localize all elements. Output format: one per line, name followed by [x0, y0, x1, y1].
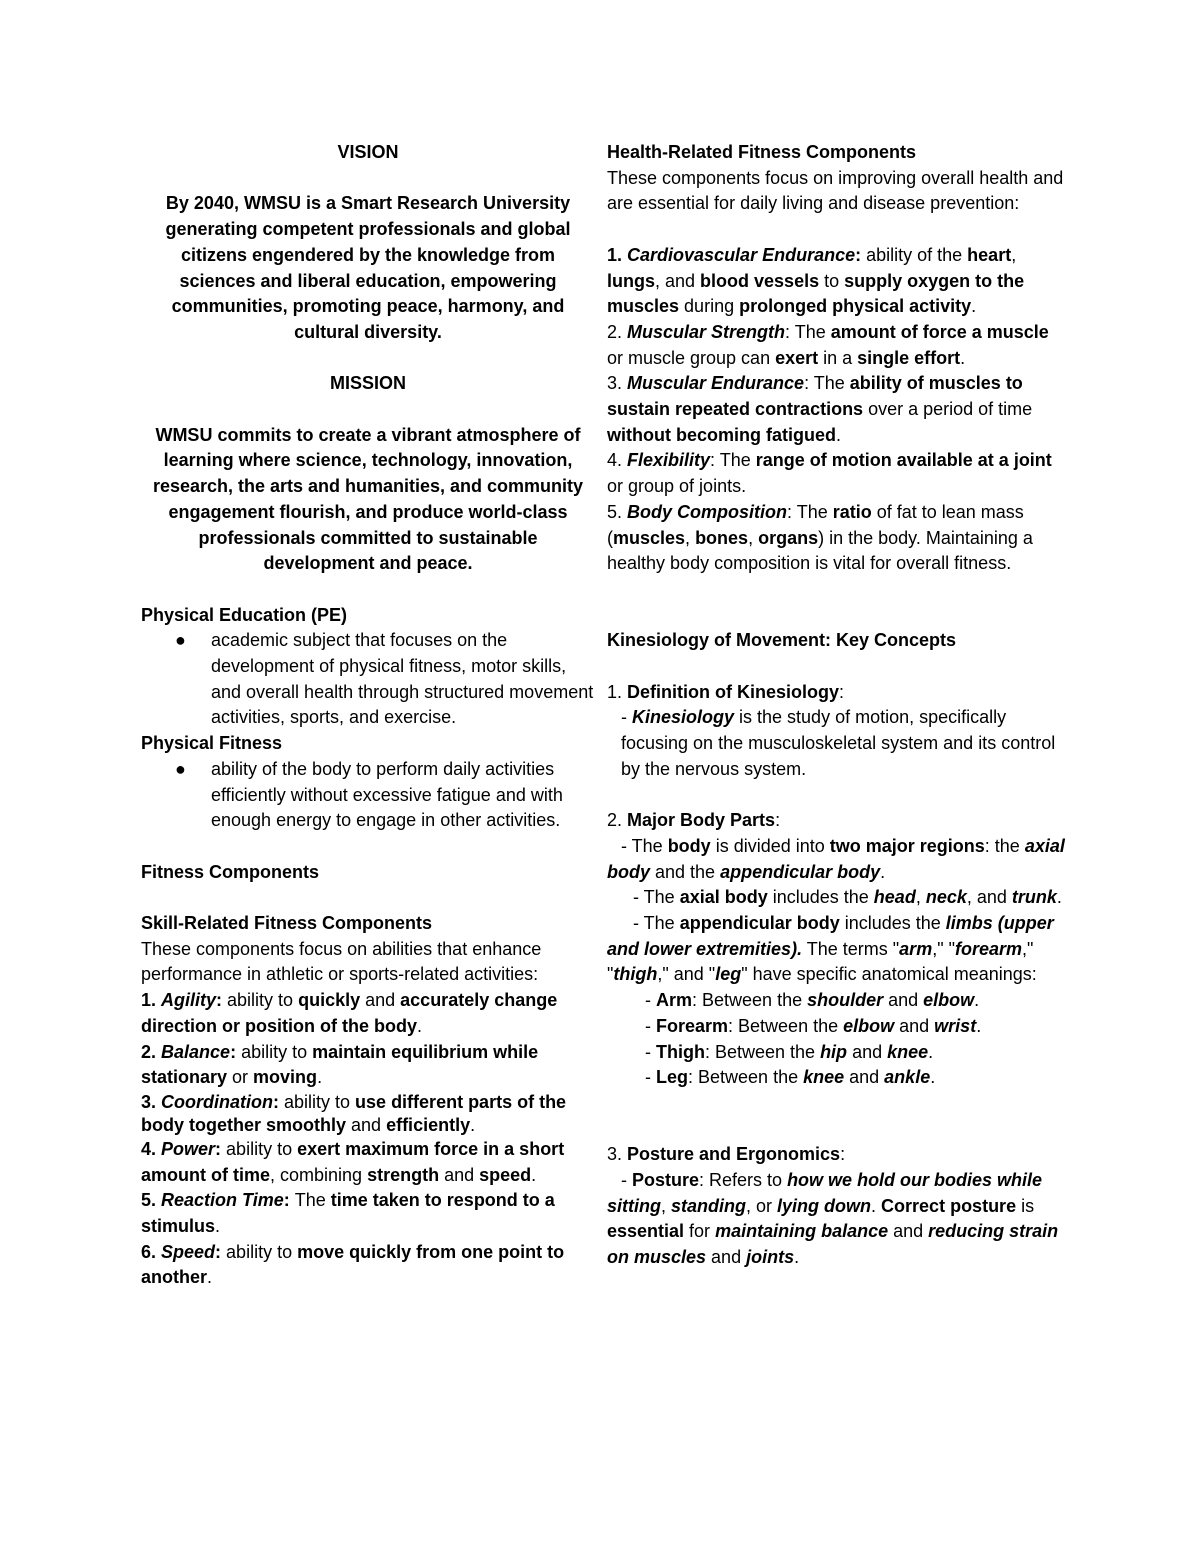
- pf-definition: ability of the body to perform daily activities efficiently without excessive fatigue and with enough energy to engage in other activities.: [211, 758, 563, 831]
- skill-item-reaction-time: 5. Reaction Time: The time taken to respond to a stimulus.: [141, 1190, 555, 1237]
- skill-item-power: 4. Power: ability to exert maximum force in a short amount of time, combining strength and speed.: [141, 1138, 565, 1185]
- axial-body-text: - The axial body includes the head, neck, and trunk.: [633, 887, 1062, 908]
- health-related-intro: These components focus on improving overall health and are essential for daily living and disease prevention:: [607, 167, 1064, 214]
- skill-item-agility: 1. Agility: ability to quickly and accurately change direction or position of the body.: [141, 990, 558, 1036]
- arm-definition: - Arm: Between the shoulder and elbow.: [645, 990, 980, 1011]
- posture-heading: 3. Posture and Ergonomics:: [607, 1144, 846, 1165]
- health-item-body-composition: 5. Body Composition: The ratio of fat to lean mass (muscles, bones, organs) in the body. Maintaining a healthy body composition is vital for overall fitness.: [607, 501, 1033, 574]
- pf-bullet-list: [141, 757, 595, 834]
- kinesiology-definition-text: - Kinesiology is the study of motion, specifically focusing on the musculoskeletal system and its control by the nervous system.: [621, 707, 1056, 779]
- skill-related-intro: These components focus on abilities that enhance performance in athletic or sports-related activities:: [141, 938, 542, 985]
- list-item: [175, 757, 595, 834]
- appendicular-body-text: - The appendicular body includes the limbs (upper and lower extremities). The terms "arm," "forearm," "thigh," and "leg" have specific anatomical meanings:: [607, 913, 1054, 985]
- skill-item-balance: 2. Balance: ability to maintain equilibrium while stationary or moving.: [141, 1041, 539, 1088]
- health-item-cardiovascular: 1. Cardiovascular Endurance: ability of the heart, lungs, and blood vessels to supply oxygen to the muscles during prolonged physical activity.: [607, 244, 1025, 317]
- skill-item-coordination: 3. Coordination: ability to use different parts of the body together smoothly and efficiently.: [141, 1091, 567, 1135]
- skill-item-speed: 6. Speed: ability to move quickly from one point to another.: [141, 1241, 565, 1288]
- left-column: [141, 140, 595, 1291]
- bullet-icon: ●: [175, 630, 186, 651]
- posture-text: - Posture: Refers to how we hold our bodies while sitting, standing, or lying down. Correct posture is essential for maintaining balance and reducing strain on muscles and joints.: [607, 1170, 1059, 1268]
- bullet-icon: ●: [175, 758, 186, 779]
- major-body-parts-heading: 2. Major Body Parts:: [607, 810, 781, 831]
- body-regions-text: - The body is divided into two major regions: the axial body and the appendicular body.: [607, 835, 1065, 882]
- health-item-muscular-endurance: 3. Muscular Endurance: The ability of muscles to sustain repeated contractions over a period of time without becoming fatigued.: [607, 373, 1033, 445]
- kinesiology-heading: Kinesiology of Movement: Key Concepts: [607, 630, 957, 651]
- pe-heading: Physical Education (PE): [141, 604, 348, 625]
- vision-heading: VISION: [337, 142, 399, 162]
- mission-statement: WMSU commits to create a vibrant atmosphere of learning where science, technology, innovation, research, the arts and humanities, and community engagement flourish, and produce world-class professionals committed to sustainable development and peace.: [152, 424, 584, 574]
- right-column: [607, 140, 1067, 1271]
- pe-bullet-list: [141, 628, 595, 731]
- leg-definition: - Leg: Between the knee and ankle.: [645, 1067, 936, 1088]
- thigh-definition: - Thigh: Between the hip and knee.: [645, 1041, 934, 1062]
- kinesiology-definition-heading: 1. Definition of Kinesiology:: [607, 681, 845, 702]
- skill-related-heading: Skill-Related Fitness Components: [141, 913, 433, 933]
- health-related-heading: Health-Related Fitness Components: [607, 142, 917, 162]
- pe-definition: academic subject that focuses on the development of physical fitness, motor skills, and overall health through structured movement activities, sports, and exercise.: [211, 630, 594, 728]
- health-item-flexibility: 4. Flexibility: The range of motion available at a joint or group of joints.: [607, 450, 1052, 497]
- health-item-muscular-strength: 2. Muscular Strength: The amount of force a muscle or muscle group can exert in a single effort.: [607, 321, 1049, 368]
- pf-heading: Physical Fitness: [141, 733, 283, 754]
- forearm-definition: - Forearm: Between the elbow and wrist.: [645, 1015, 982, 1036]
- fitness-components-heading: Fitness Components: [141, 861, 320, 882]
- vision-statement: By 2040, WMSU is a Smart Research University generating competent professionals and global citizens engendered by the knowledge from sciences and liberal education, empowering communities, promoting peace, harmony, and cultural diversity.: [165, 193, 571, 342]
- mission-heading: MISSION: [329, 373, 406, 394]
- list-item: [175, 628, 595, 731]
